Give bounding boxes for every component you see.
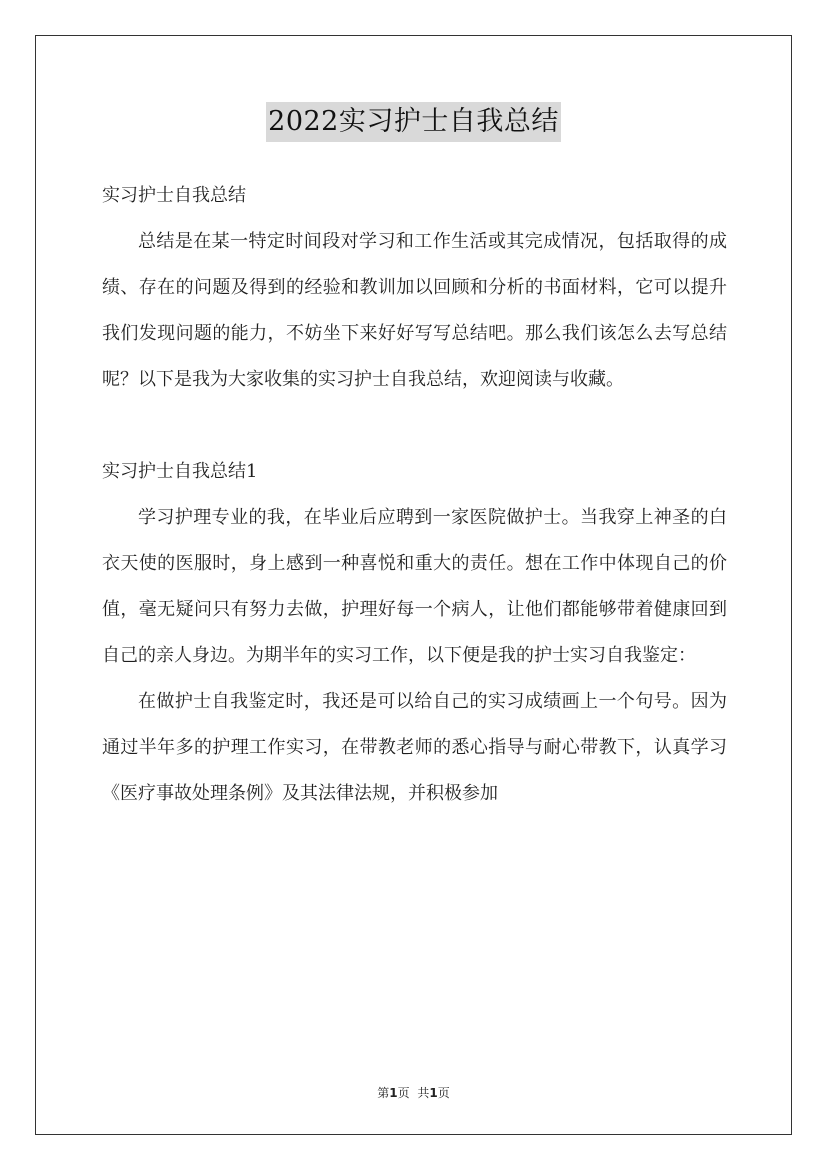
total-prefix: 共	[417, 1086, 430, 1100]
section-spacer	[102, 403, 727, 449]
document-body	[102, 173, 727, 817]
page-number: 1	[389, 1086, 398, 1100]
intro-paragraph: 总结是在某一特定时间段对学习和工作生活或其完成情况，包括取得的成绩、存在的问题及得到的经验和教训加以回顾和分析的书面材料，它可以提升我们发现问题的能力，不妨坐下来好好写写总结吧。那么我们该怎么去写总结呢？以下是我为大家收集的实习护士自我总结，欢迎阅读与收藏。	[102, 231, 727, 390]
section1-paragraph-1: 学习护理专业的我，在毕业后应聘到一家医院做护士。当我穿上神圣的白衣天使的医服时，身上感到一种喜悦和重大的责任。想在工作中体现自己的价值，毫无疑问只有努力去做，护理好每一个病人，让他们都能够带着健康回到自己的亲人身边。为期半年的实习工作，以下便是我的护士实习自我鉴定：	[102, 507, 727, 666]
total-pages: 1	[429, 1086, 438, 1100]
page-footer	[0, 1084, 827, 1101]
page-suffix: 页	[397, 1086, 410, 1100]
section1-paragraph-2: 在做护士自我鉴定时，我还是可以给自己的实习成绩画上一个句号。因为通过半年多的护理工作实习，在带教老师的悉心指导与耐心带教下，认真学习《医疗事故处理条例》及其法律法规，并积极参加	[102, 691, 727, 804]
title-container	[0, 102, 827, 142]
section1-heading: 实习护士自我总结1	[102, 461, 258, 482]
intro-heading: 实习护士自我总结	[102, 185, 246, 206]
document-title: 2022实习护士自我总结	[266, 102, 561, 142]
total-suffix: 页	[437, 1086, 450, 1100]
page-prefix: 第	[377, 1086, 390, 1100]
